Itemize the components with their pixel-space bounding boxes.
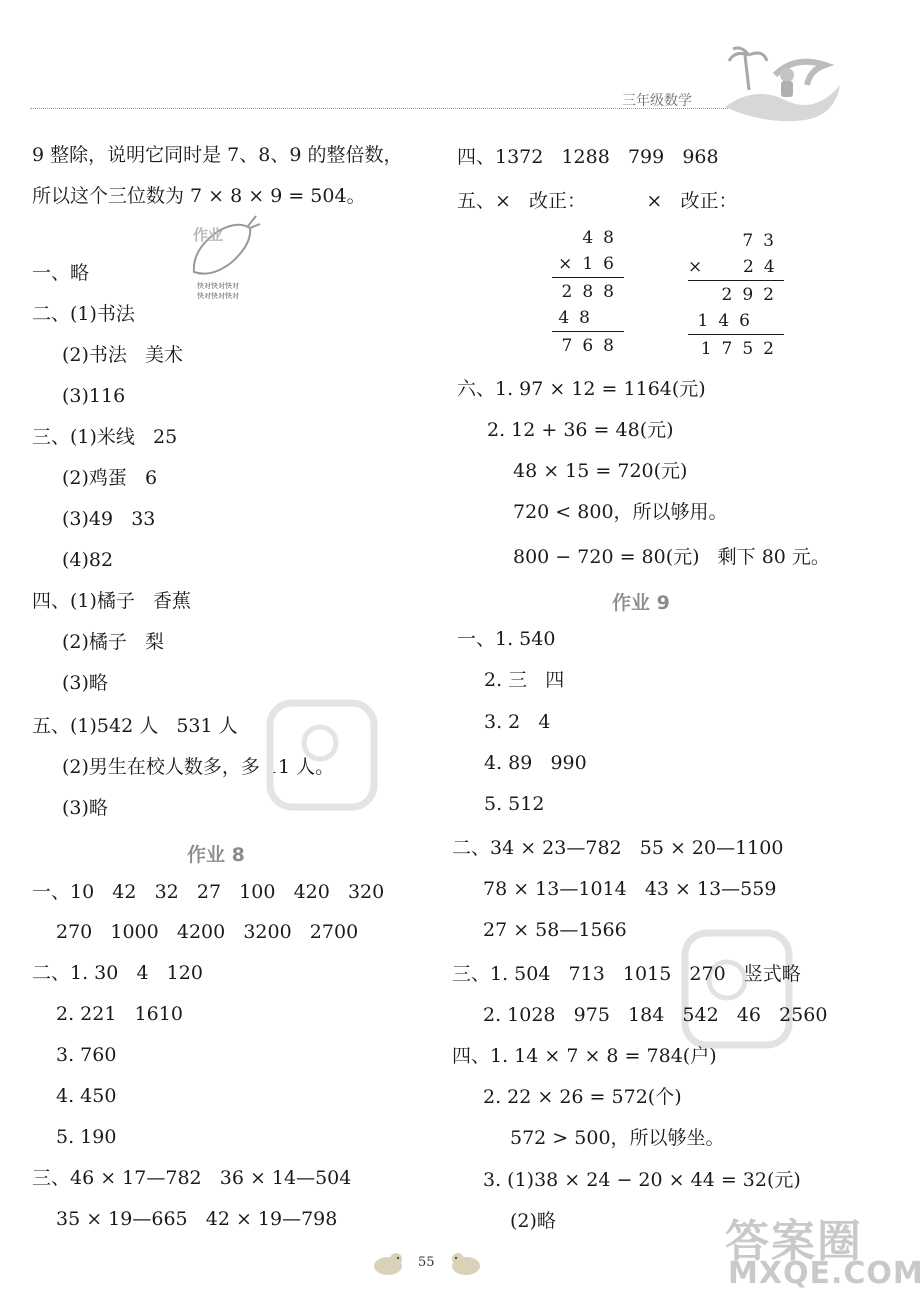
calc-row: 73	[742, 231, 784, 251]
watermark-brand: 答案圈	[725, 1216, 863, 1267]
answer-line: 35 × 19—665 42 × 19—798	[56, 1208, 338, 1230]
answer-line: 2. 三 四	[484, 669, 565, 691]
answer-line: 2. 221 1610	[56, 1003, 183, 1025]
calc-row: ×16	[558, 254, 624, 274]
answer-line: 2. 12 + 36 = 48(元)	[487, 419, 674, 441]
answer-line: 9 整除，说明它同时是 7、8、9 的整倍数，	[32, 144, 403, 166]
stamp-word: 作业	[193, 226, 224, 244]
answer-line: 六、1. 97 × 12 = 1164(元)	[457, 378, 706, 400]
calc-row: 288	[561, 282, 624, 302]
section-title-homework-9: 作业 9	[612, 592, 670, 614]
page-number: 55	[418, 1255, 435, 1270]
answer-line: 二、1. 30 4 120	[32, 962, 203, 984]
answer-line: 2. 1028 975 184 542 46 2560	[483, 1004, 828, 1026]
stamp-text-1: 快对快对快对	[197, 282, 239, 290]
surfer-illustration	[715, 45, 845, 123]
answer-line: (2)橘子 梨	[62, 631, 165, 653]
calc-row: 292	[721, 285, 784, 305]
watermark-url: MXQE.COM	[728, 1256, 924, 1291]
answer-line: 一、略	[32, 262, 90, 284]
answer-line: 四、1. 14 × 7 × 8 = 784(户)	[452, 1045, 717, 1067]
answer-line: (3)略	[62, 672, 108, 694]
answer-line: (3)略	[62, 797, 108, 819]
answer-line: 5. 190	[56, 1126, 117, 1148]
answer-line: 三、1. 504 713 1015 270 竖式略	[452, 963, 801, 985]
answer-line: 48 × 15 = 720(元)	[513, 460, 688, 482]
answer-line: (3)49 33	[62, 508, 156, 530]
header-subject: 三年级数学	[622, 93, 692, 109]
answer-line: (2)书法 美术	[62, 344, 184, 366]
answer-line: 三、(1)米线 25	[32, 426, 178, 448]
stamp-text-2: 快对快对快对	[197, 292, 239, 300]
answer-line: 27 × 58—1566	[483, 919, 627, 941]
carrot-stamp-icon	[182, 210, 264, 280]
answer-line: 3. (1)38 × 24 − 20 × 44 = 32(元)	[483, 1169, 801, 1191]
answer-line: (3)116	[62, 385, 126, 407]
answer-line: 一、10 42 32 27 100 420 320	[32, 881, 385, 903]
calc-row: 1752	[700, 339, 784, 359]
calc-row: 146	[697, 311, 760, 331]
answer-line: 所以这个三位数为 7 × 8 × 9 = 504。	[32, 185, 366, 207]
answer-line: 3. 760	[56, 1044, 117, 1066]
answer-line: 800 − 720 = 80(元) 剩下 80 元。	[513, 546, 830, 568]
answer-line: 572 > 500，所以够坐。	[510, 1127, 725, 1149]
calc-row: 48	[582, 228, 624, 248]
answer-line: (2)略	[510, 1210, 556, 1232]
faint-stamp-icon	[677, 925, 797, 1055]
answer-line: 2. 22 × 26 = 572(个)	[483, 1086, 682, 1108]
faint-stamp-icon	[262, 695, 382, 815]
answer-line: 5. 512	[484, 793, 545, 815]
answer-line: 四、1372 1288 799 968	[457, 146, 719, 168]
calc-row: × 24	[688, 257, 785, 277]
answer-line: 720 < 800，所以够用。	[513, 501, 728, 523]
answer-line: 四、(1)橘子 香蕉	[32, 590, 192, 612]
answer-line: 3. 2 4	[484, 711, 551, 733]
answer-line: 二、34 × 23—782 55 × 20—1100	[452, 837, 784, 859]
answer-line: 4. 450	[56, 1085, 117, 1107]
calc-row: 48	[558, 308, 600, 328]
answer-line: 五、(1)542 人 531 人	[32, 715, 238, 737]
bird-icon	[368, 1248, 408, 1278]
answer-line: 五、× 改正： × 改正：	[457, 190, 738, 212]
answer-line: (4)82	[62, 549, 114, 571]
answer-line: (2)鸡蛋 6	[62, 467, 158, 489]
answer-line: (2)男生在校人数多，多 11 人。	[62, 756, 335, 778]
answer-line: 78 × 13—1014 43 × 13—559	[483, 878, 777, 900]
answer-line: 4. 89 990	[484, 752, 587, 774]
answer-line: 一、1. 540	[457, 628, 556, 650]
section-title-homework-8: 作业 8	[187, 844, 245, 866]
calc-row: 768	[561, 336, 624, 356]
answer-line: 270 1000 4200 3200 2700	[56, 921, 359, 943]
bird-icon	[446, 1248, 486, 1278]
answer-line: 二、(1)书法	[32, 303, 135, 325]
answer-line: 三、46 × 17—782 36 × 14—504	[32, 1167, 352, 1189]
